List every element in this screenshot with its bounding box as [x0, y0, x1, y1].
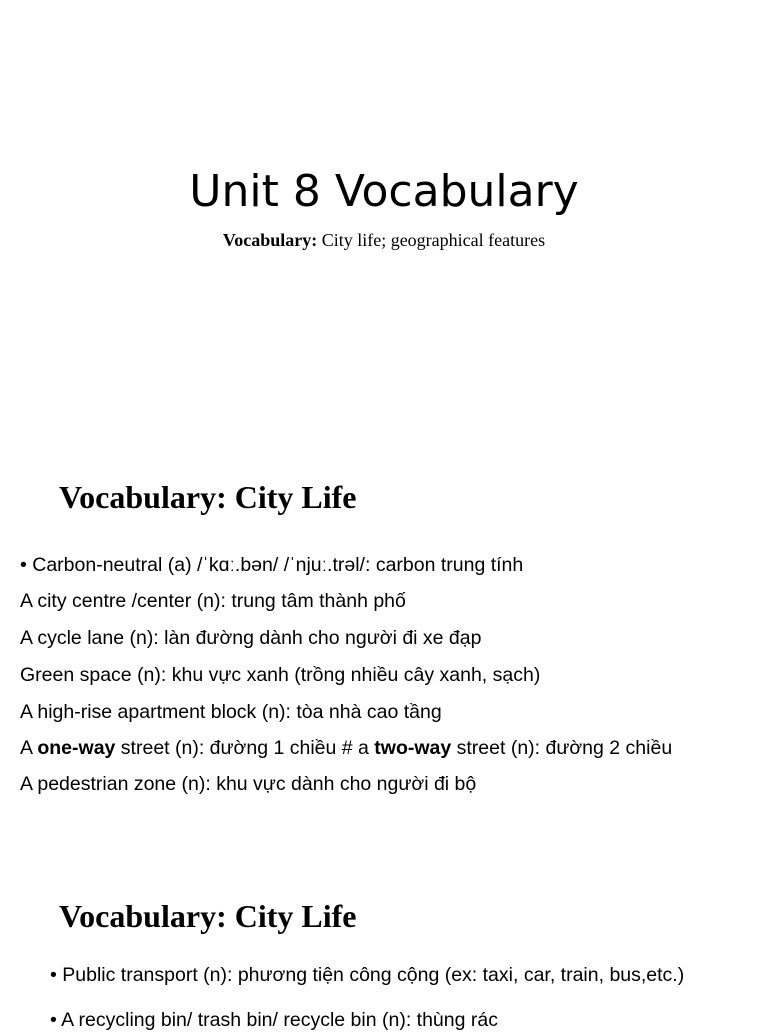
vocab-item: A cycle lane (n): làn đường dành cho người đi xe đạp — [20, 627, 482, 649]
vocab-item: A city centre /center (n): trung tâm thành phố — [20, 590, 406, 612]
vocab-item: • A recycling bin/ trash bin/ recycle bin (n): thùng rác — [50, 1009, 498, 1031]
bullet-icon: • — [20, 554, 27, 576]
bullet-icon: • — [50, 1009, 57, 1031]
subtitle-label: Vocabulary: — [222, 230, 318, 250]
slide-subtitle — [0, 229, 768, 251]
subtitle-text: City life; geographical features — [317, 230, 546, 250]
vocab-item: A pedestrian zone (n): khu vực dành cho người đi bộ — [20, 773, 477, 795]
vocab-item: • Carbon-neutral (a) /ˈkɑː.bən/ /ˈnjuː.trəl/: carbon trung tính — [20, 554, 524, 576]
section-heading-city-life-2: Vocabulary: City Life — [59, 898, 357, 934]
bullet-icon: • — [50, 964, 57, 986]
section-heading-city-life: Vocabulary: City Life — [59, 479, 357, 515]
vocab-item: A one-way street (n): đường 1 chiều # a two-way street (n): đường 2 chiều — [20, 737, 673, 759]
vocab-item: • Public transport (n): phương tiện công cộng (ex: taxi, car, train, bus,etc.) — [50, 964, 685, 986]
vocab-item: A high-rise apartment block (n): tòa nhà cao tầng — [20, 701, 442, 723]
vocab-item: Green space (n): khu vực xanh (trồng nhiều cây xanh, sạch) — [20, 664, 541, 686]
slide-title: Unit 8 Vocabulary — [189, 166, 579, 217]
